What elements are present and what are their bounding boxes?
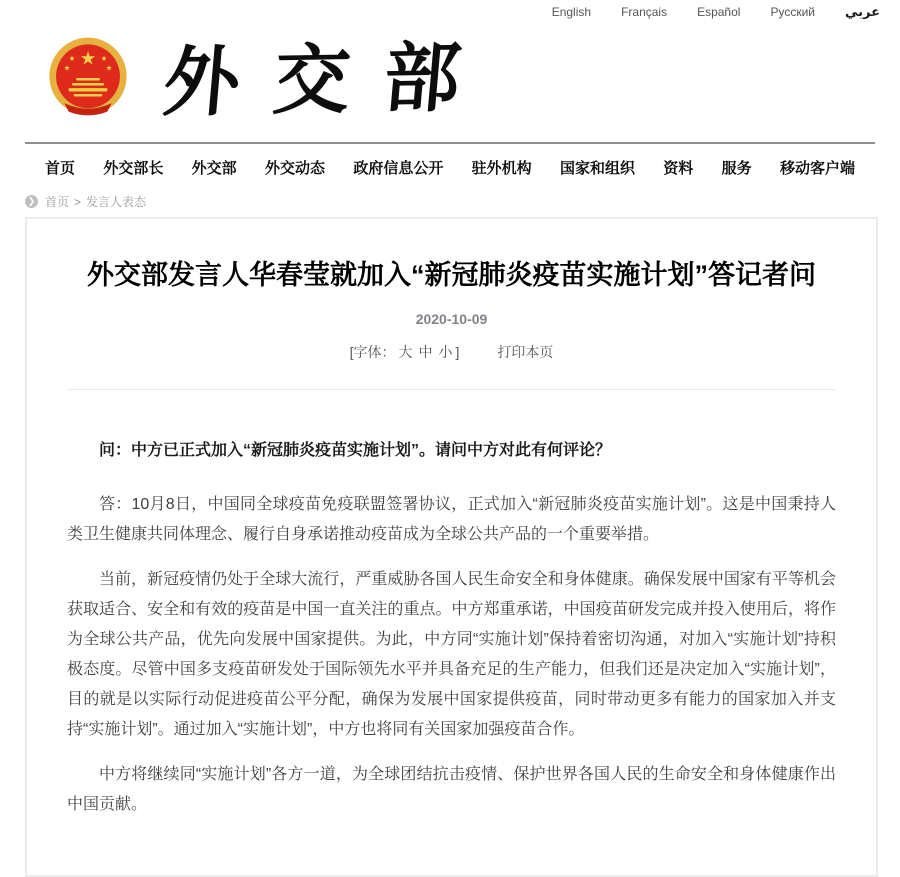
paragraph-answer-3: 中方将继续同“实施计划”各方一道，为全球团结抗击疫情、保护世界各国人民的生命安全和身体健康作出中国贡献。 — [67, 766, 836, 813]
svg-text:★: ★ — [105, 63, 113, 73]
nav-item-resources[interactable]: 资料 — [663, 160, 694, 177]
article-title: 外交部发言人华春莹就加入“新冠肺炎疫苗实施计划”答记者问 — [87, 260, 816, 290]
nav-item-gov-info[interactable]: 政府信息公开 — [353, 160, 444, 177]
font-size-medium-button[interactable]: 中 — [418, 344, 433, 360]
svg-text:★: ★ — [63, 63, 71, 73]
font-size-large-button[interactable]: 大 — [398, 344, 413, 360]
paragraph-question: 问：中方已正式加入“新冠肺炎疫苗实施计划”。请问中方对此有何评论？ — [99, 442, 612, 459]
ministry-calligraphy-logo: 外交部 — [159, 32, 499, 127]
main-nav — [25, 142, 875, 184]
language-bar — [522, 4, 880, 20]
breadcrumb-separator: > — [74, 194, 82, 209]
paragraph-answer-1: 答：10月8日，中国同全球疫苗免疫联盟签署协议，正式加入“新冠肺炎疫苗实施计划”。这是中国秉持人类卫生健康共同体理念、履行自身承诺推动疫苗成为全球公共产品的一个重要举措。 — [67, 496, 836, 543]
china-national-emblem-icon — [46, 36, 130, 120]
nav-item-minister[interactable]: 外交部长 — [103, 160, 164, 177]
lang-link-francais[interactable]: Français — [621, 5, 668, 19]
nav-item-missions[interactable]: 驻外机构 — [471, 160, 532, 177]
lang-link-espanol[interactable]: Español — [697, 5, 741, 19]
breadcrumb-home-link[interactable]: 首页 — [45, 195, 70, 209]
svg-text:★: ★ — [79, 48, 97, 70]
lang-link-english[interactable]: English — [551, 5, 592, 19]
paragraph-answer-2: 当前，新冠疫情仍处于全球大流行，严重威胁各国人民生命安全和身体健康。确保发展中国家有平等机会获取适合、安全和有效的疫苗是中国一直关注的重点。中方郑重承诺，中国疫苗研发完成并投入使用后，将作为全球公共产品，优先向发展中国家提供。为此，中方同“实施计划”保持着密切沟通，对加入“实施计划”持积极态度。尽管中国多支疫苗研发处于国际领先水平并具备充足的生产能力，但我们还是决定加入“实施计划”，目的就是以实际行动促进疫苗公平分配，确保为发展中国家提供疫苗，同时带动更多有能力的国家加入并支持“实施计划”。通过加入“实施计划”，中方也将同有关国家加强疫苗合作。 — [67, 571, 836, 738]
font-size-label-close: ] — [455, 344, 460, 360]
title-body-divider — [67, 389, 836, 390]
article-card — [25, 217, 878, 877]
nav-item-countries[interactable]: 国家和组织 — [559, 160, 635, 177]
font-size-label-open: [字体： — [349, 344, 396, 360]
nav-item-activities[interactable]: 外交动态 — [264, 160, 325, 177]
breadcrumb-arrow-icon: ❯ — [25, 195, 38, 208]
breadcrumb — [25, 193, 900, 210]
font-size-small-button[interactable]: 小 — [438, 344, 453, 360]
article-body — [67, 436, 836, 820]
print-page-button[interactable]: 打印本页 — [497, 344, 554, 360]
site-header — [0, 0, 900, 142]
nav-item-services[interactable]: 服务 — [721, 160, 752, 177]
lang-link-arabic[interactable]: عربي — [844, 4, 880, 19]
breadcrumb-current: 发言人表态 — [86, 195, 147, 209]
nav-item-home[interactable]: 首页 — [45, 160, 76, 177]
svg-text:★: ★ — [68, 54, 76, 64]
nav-item-mobile-app[interactable]: 移动客户端 — [779, 160, 855, 177]
svg-text:★: ★ — [100, 54, 108, 64]
article-date: 2020-10-09 — [415, 311, 488, 327]
nav-item-ministry[interactable]: 外交部 — [191, 160, 237, 177]
article-controls — [67, 342, 836, 362]
lang-link-russian[interactable]: Русский — [770, 5, 815, 19]
